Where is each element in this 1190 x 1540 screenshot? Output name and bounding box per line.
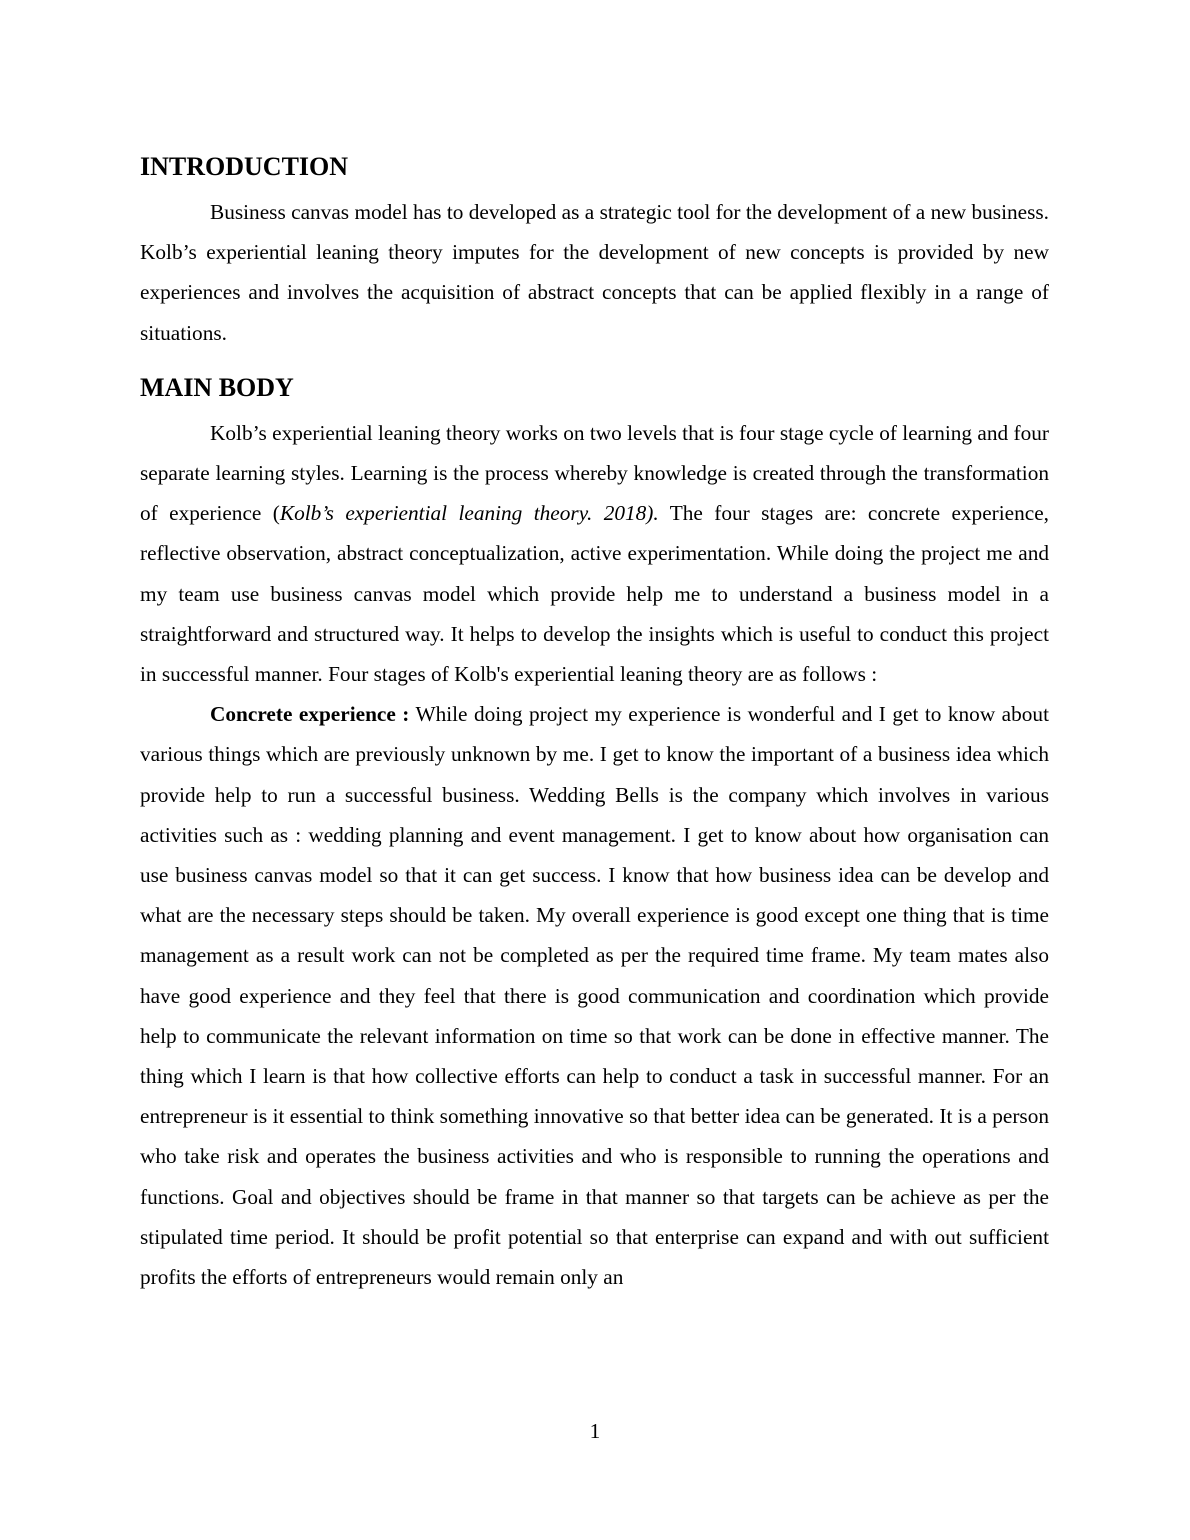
- introduction-heading: INTRODUCTION: [140, 152, 349, 181]
- main-body-heading: MAIN BODY: [140, 372, 294, 402]
- page-number: 1: [589, 1419, 601, 1443]
- paragraph-text: Kolb’s experiential leaning theory works on two levels that is four stage cycle of learning and four separate learning styles. Learning is the process whereby knowledge is created through the transformation of experience (: [140, 420, 1049, 526]
- citation: Kolb’s experiential leaning theory. 2018).: [279, 501, 659, 526]
- paragraph-text: The four stages are: concrete experience, reflective observation, abstract conceptualization, active experimentation. While doing the project me and my team use business canvas model which provide help me to understand a business model in a straightforward and structured way. It helps to develop the insights which is useful to conduct this project in successful manner. Four stages of Kolb's experiential leaning theory are as follows :: [140, 501, 1049, 687]
- document-body: [140, 150, 1049, 1297]
- introduction-paragraph: Business canvas model has to developed as a strategic tool for the development of a new business. Kolb’s experiential leaning theory imputes for the development of new concepts is provided by new experiences and involves the acquisition of abstract concepts that can be applied flexibly in a range of situations.: [140, 200, 1049, 345]
- concrete-experience-paragraph: [140, 694, 1049, 1297]
- concrete-experience-label: Concrete experience :: [210, 702, 410, 727]
- main-body-paragraph-1: [140, 413, 1049, 694]
- paragraph-text: While doing project my experience is wonderful and I get to know about various things which are previously unknown by me. I get to know the important of a business idea which provide help to run a successful business. Wedding Bells is the company which involves in various activities such as : wedding planning and event management. I get to know about how organisation can use business canvas model so that it can get success. I know that how business idea can be develop and what are the necessary steps should be taken. My overall experience is good except one thing that is time management as a result work can not be completed as per the required time frame. My team mates also have good experience and they feel that there is good communication and coordination which provide help to communicate the relevant information on time so that work can be done in effective manner. The thing which I learn is that how collective efforts can help to conduct a task in successful manner. For an entrepreneur is it essential to think something innovative so that better idea can be generated. It is a person who take risk and operates the business activities and who is responsible to running the operations and functions. Goal and objectives should be frame in that manner so that targets can be achieve as per the stipulated time period. It should be profit potential so that enterprise can expand and with out sufficient profits the efforts of entrepreneurs would remain only an: [140, 702, 1049, 1290]
